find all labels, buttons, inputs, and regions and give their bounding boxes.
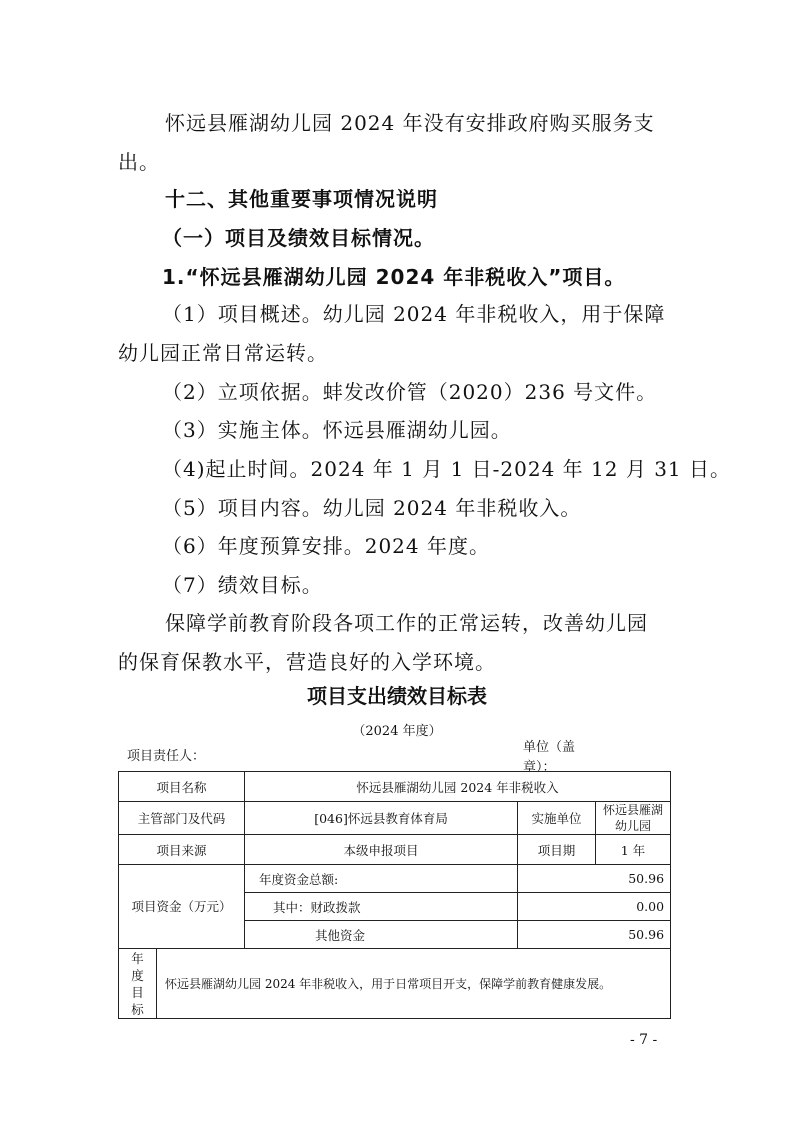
other-funds-value: 50.96: [518, 921, 671, 949]
paragraph-line: （1）项目概述。幼儿园 2024 年非税收入，用于保障: [162, 302, 666, 326]
department-label: 主管部门及代码: [119, 802, 245, 835]
project-period-value: 1 年: [596, 835, 671, 865]
annual-goal-label-char: 年: [131, 950, 144, 966]
fiscal-allocation-value: 0.00: [518, 893, 671, 921]
performance-target-table: [118, 771, 671, 1019]
table-subtitle: （2024 年度）: [352, 724, 442, 739]
project-source-value: 本级申报项目: [245, 835, 518, 865]
annual-total-label: 年度资金总额:: [245, 865, 518, 893]
annual-total-value: 50.96: [518, 865, 671, 893]
annual-goal-label-char: 度: [131, 967, 144, 983]
table-row: [119, 835, 671, 865]
project-name-label: 项目名称: [119, 772, 245, 802]
paragraph-line: （6）年度预算安排。2024 年度。: [162, 534, 490, 558]
table-row: [119, 865, 671, 893]
page-number: - 7 -: [630, 1032, 658, 1048]
unit-seal-label: 单位（盖章）：: [523, 740, 576, 775]
implementing-unit-value: 怀远县雁湖幼儿园: [596, 802, 671, 835]
subsection-heading: （一）项目及绩效目标情况。: [162, 226, 435, 250]
project-name-value: 怀远县雁湖幼儿园 2024 年非税收入: [245, 772, 671, 802]
paragraph-line: 出。: [118, 150, 160, 174]
responsible-person-label: 项目责任人：: [127, 749, 206, 764]
annual-goal-label-char: 目: [131, 984, 144, 1000]
annual-goal-label-char: 标: [131, 1001, 144, 1017]
table-row: [119, 802, 671, 835]
annual-goal-value: 怀远县雁湖幼儿园 2024 年非税收入，用于日常项目开支，保障学前教育健康发展。: [157, 949, 671, 1019]
table-row: [119, 949, 671, 1019]
table-row: [119, 772, 671, 802]
paragraph-line: 保障学前教育阶段各项工作的正常运转，改善幼儿园: [165, 611, 648, 635]
fiscal-allocation-label: 其中：财政拨款: [245, 893, 518, 921]
table-title: 项目支出绩效目标表: [307, 684, 487, 708]
project-period-label: 项目期: [518, 835, 596, 865]
other-funds-label: 其他资金: [245, 921, 518, 949]
paragraph-line: （7）绩效目标。: [162, 573, 323, 597]
paragraph-line: （3）实施主体。怀远县雁湖幼儿园。: [162, 418, 512, 442]
annual-goal-label: [119, 949, 157, 1019]
section-heading: 十二、其他重要事项情况说明: [165, 187, 438, 211]
department-value: [046]怀远县教育体育局: [245, 802, 518, 835]
paragraph-line: （4)起止时间。2024 年 1 月 1 日-2024 年 12 月 31 日。: [162, 457, 732, 481]
project-funds-label: 项目资金（万元）: [119, 865, 245, 949]
paragraph-line: 幼儿园正常日常运转。: [118, 341, 328, 365]
paragraph-line: （2）立项依据。蚌发改价管（2020）236 号文件。: [162, 380, 658, 404]
paragraph-line: （5）项目内容。幼儿园 2024 年非税收入。: [162, 496, 582, 520]
paragraph-line: 的保育保教水平，营造良好的入学环境。: [118, 650, 496, 674]
project-heading: 1.“怀远县雁湖幼儿园 2024 年非税收入”项目。: [162, 265, 626, 289]
project-source-label: 项目来源: [119, 835, 245, 865]
paragraph-line: 怀远县雁湖幼儿园 2024 年没有安排政府购买服务支: [165, 111, 655, 135]
implementing-unit-label: 实施单位: [518, 802, 596, 835]
